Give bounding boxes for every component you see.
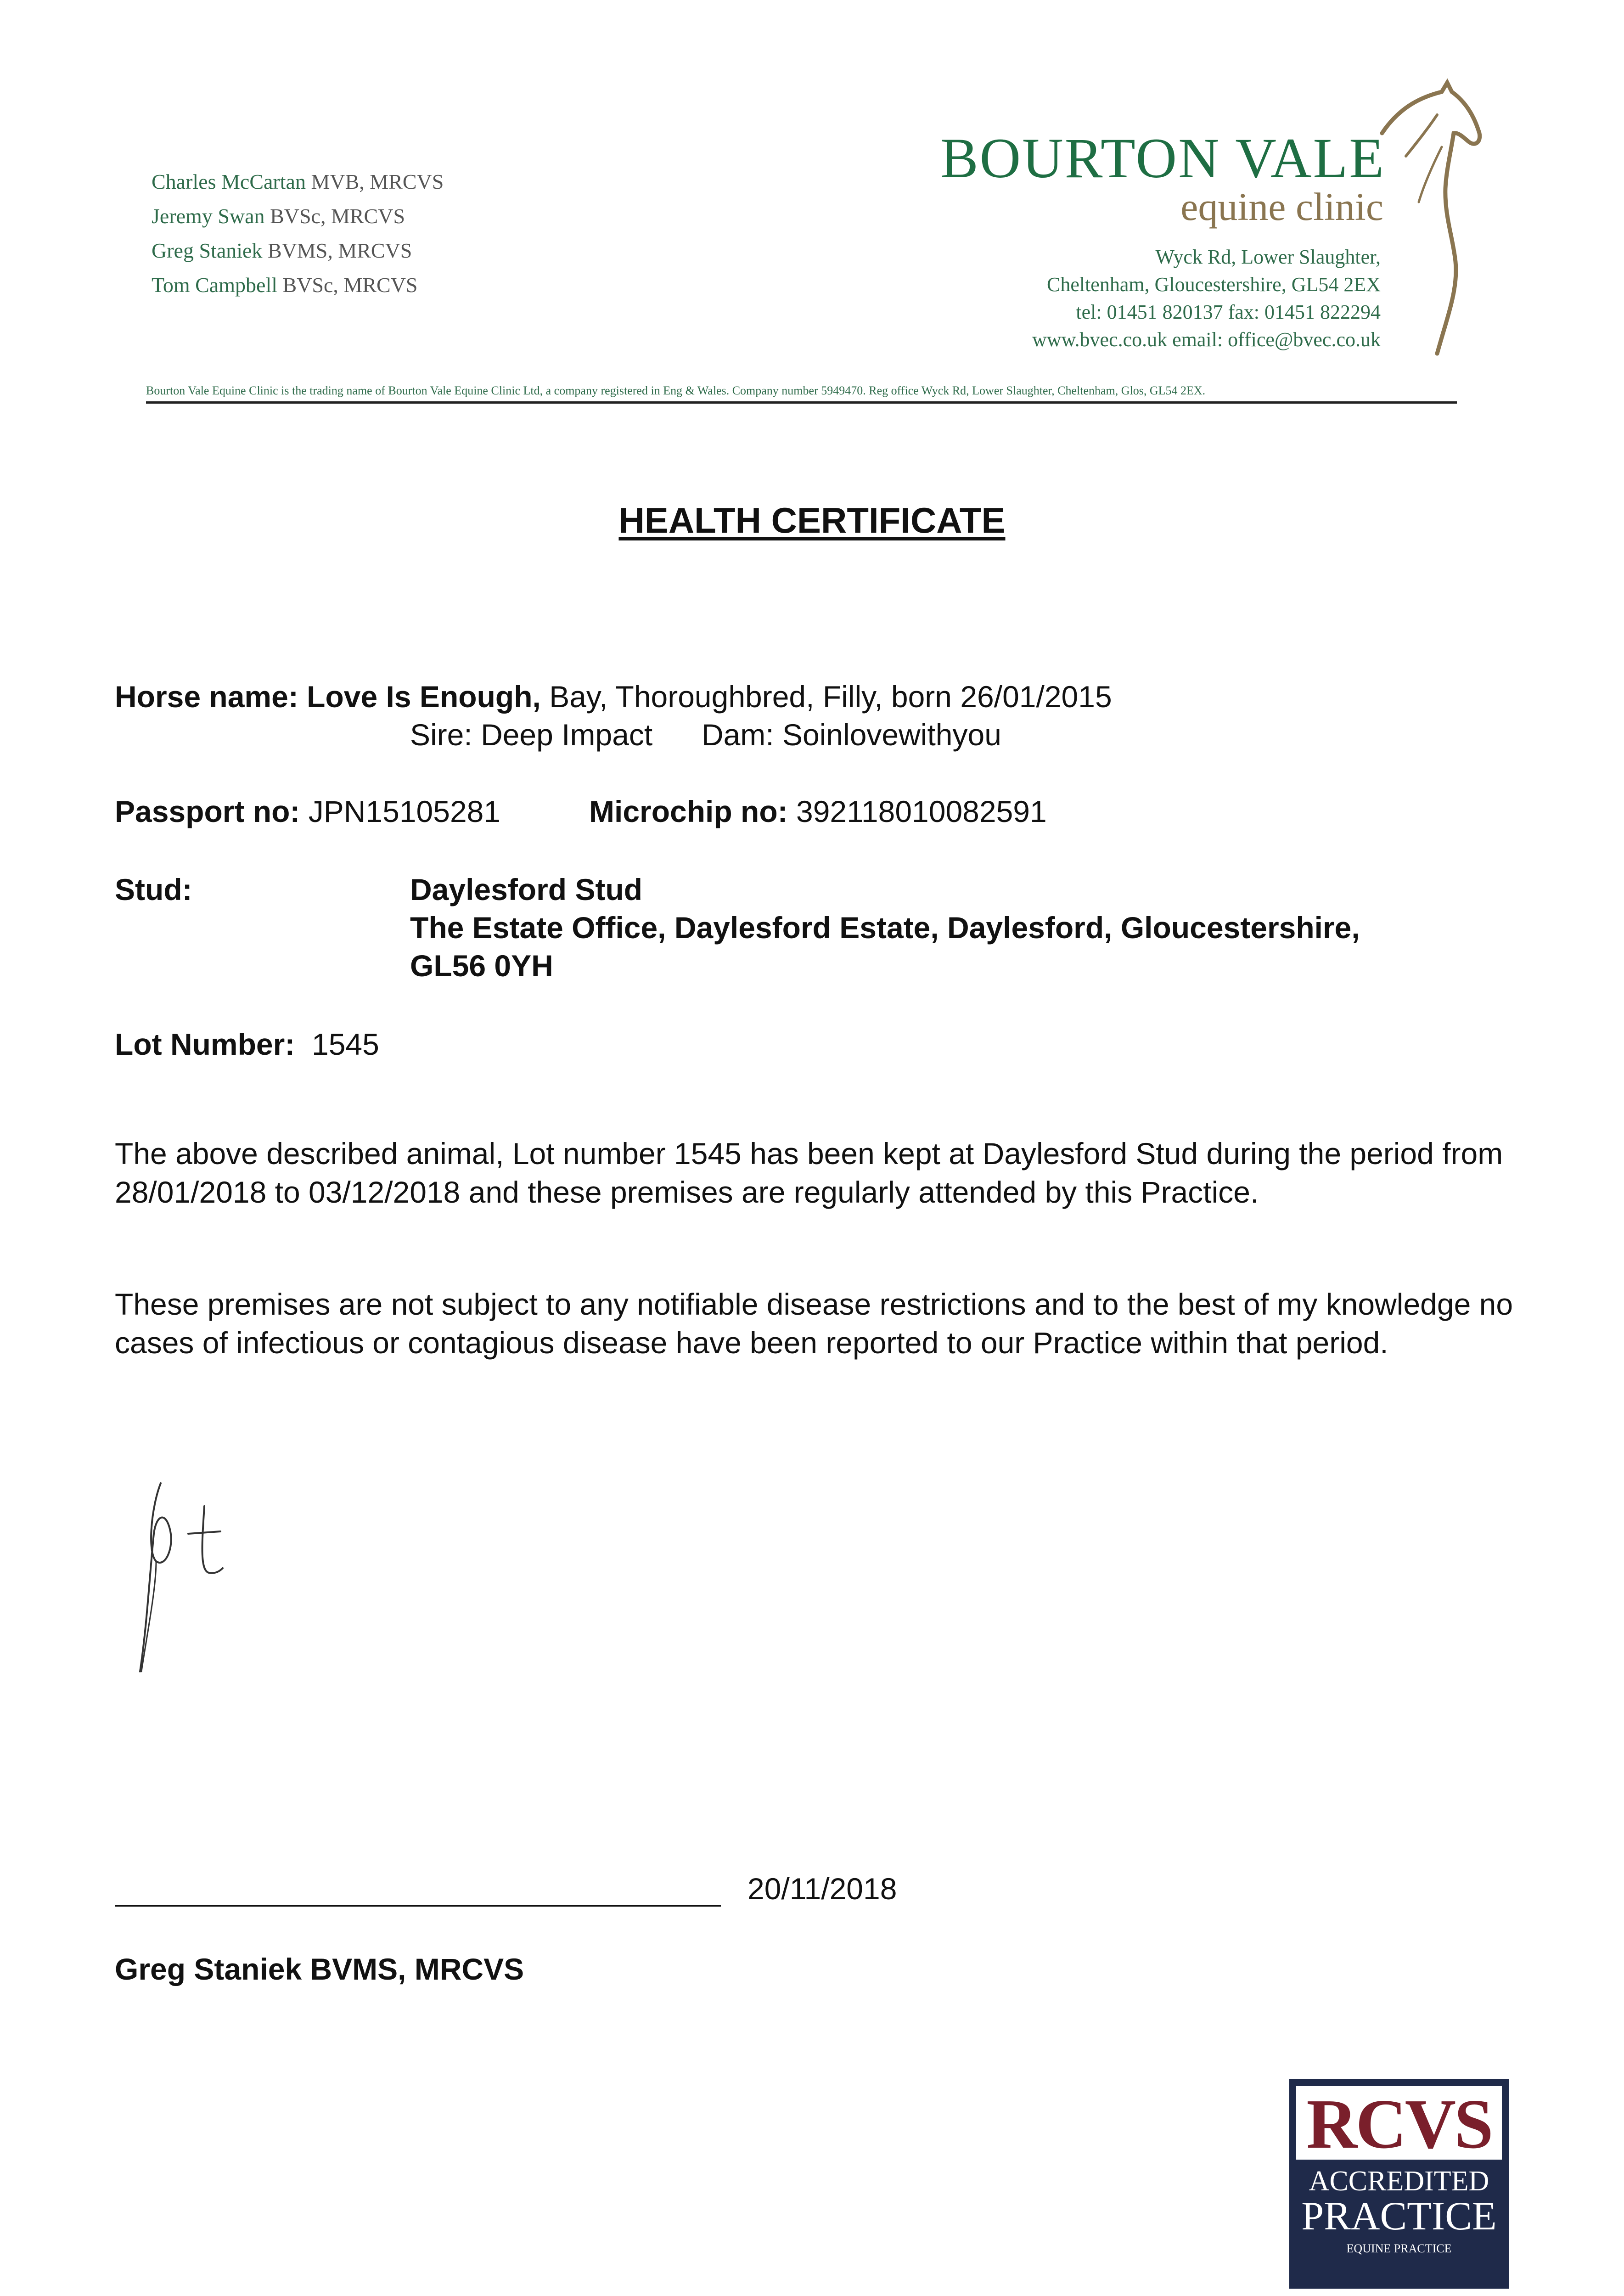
certificate-title: HEALTH CERTIFICATE [618,500,1006,540]
stud-name: Daylesford Stud [410,872,643,906]
vet-entry: Jeremy Swan BVSc, MRCVS [152,204,405,228]
company-registration-note: Bourton Vale Equine Clinic is the trading name of Bourton Vale Equine Clinic Ltd, a company registered in Eng & Wales. Company number 5949470. Reg office Wyck Rd, Lower Slaughter, Cheltenham, Glos, GL54 2EX. [146,384,1206,397]
clinic-address: Wyck Rd, Lower Slaughter, Cheltenham, Gloucestershire, GL54 2EX tel: 01451 820137 fax: 01451 822294 www.bvec.co.uk email: office@bvec.co.uk [1032,246,1381,351]
dam-value: Soinlovewithyou [782,718,1001,752]
stud-address: The Estate Office, Daylesford Estate, Daylesford, Gloucestershire, [410,911,1360,945]
signer-name: Greg Staniek BVMS, MRCVS [115,1952,524,1986]
passport-value: JPN15105281 [308,794,501,828]
signature-line [115,1905,721,1907]
microchip-line: Microchip no: 392118010082591 [589,794,1047,828]
lot-line: Lot Number: 1545 [115,1027,379,1061]
horse-description: Bay, Thoroughbred, Filly, born 26/01/2015 [549,680,1112,714]
stud-postcode: GL56 0YH [410,949,553,983]
statement-paragraph-1: The above described animal, Lot number 1545 has been kept at Daylesford Stud during the period from 28/01/2018 to 03/12/2018 and these premises are regularly attended by this Practice. [115,1137,1503,1209]
horse-name: Love Is Enough, [307,680,541,714]
rcvs-title: RCVS [1296,2086,1502,2160]
sire-value: Deep Impact [481,718,653,752]
horse-logo-icon [1373,78,1483,372]
horse-line: Horse name: Love Is Enough, Bay, Thoroughbred, Filly, born 26/01/2015 [115,680,1112,714]
vet-entry: Greg Staniek BVMS, MRCVS [152,239,412,262]
statement-paragraph-2: These premises are not subject to any notifiable disease restrictions and to the best of my knowledge no cases of infectious or contagious disease have been reported to our Practice within that period. [115,1287,1513,1360]
vet-list [152,164,444,302]
rcvs-accreditation-badge: RCVS ACCREDITED PRACTICE EQUINE PRACTICE [1289,2079,1509,2289]
stud-label: Stud: [115,872,192,906]
passport-line: Passport no: JPN15105281 [115,794,501,828]
clinic-subtitle: equine clinic [1180,185,1383,229]
signature [129,1469,239,1690]
pedigree-line: Sire: Deep Impact Dam: Soinlovewithyou [410,718,1001,752]
clinic-name: BOURTON VALE [940,127,1385,190]
clinic-logo [940,129,1385,229]
certificate-date: 20/11/2018 [747,1872,897,1906]
vet-entry: Charles McCartan MVB, MRCVS [152,170,444,193]
header-divider [146,401,1457,404]
microchip-value: 392118010082591 [796,794,1047,828]
vet-entry: Tom Campbell BVSc, MRCVS [152,273,418,297]
lot-value: 1545 [311,1027,379,1061]
